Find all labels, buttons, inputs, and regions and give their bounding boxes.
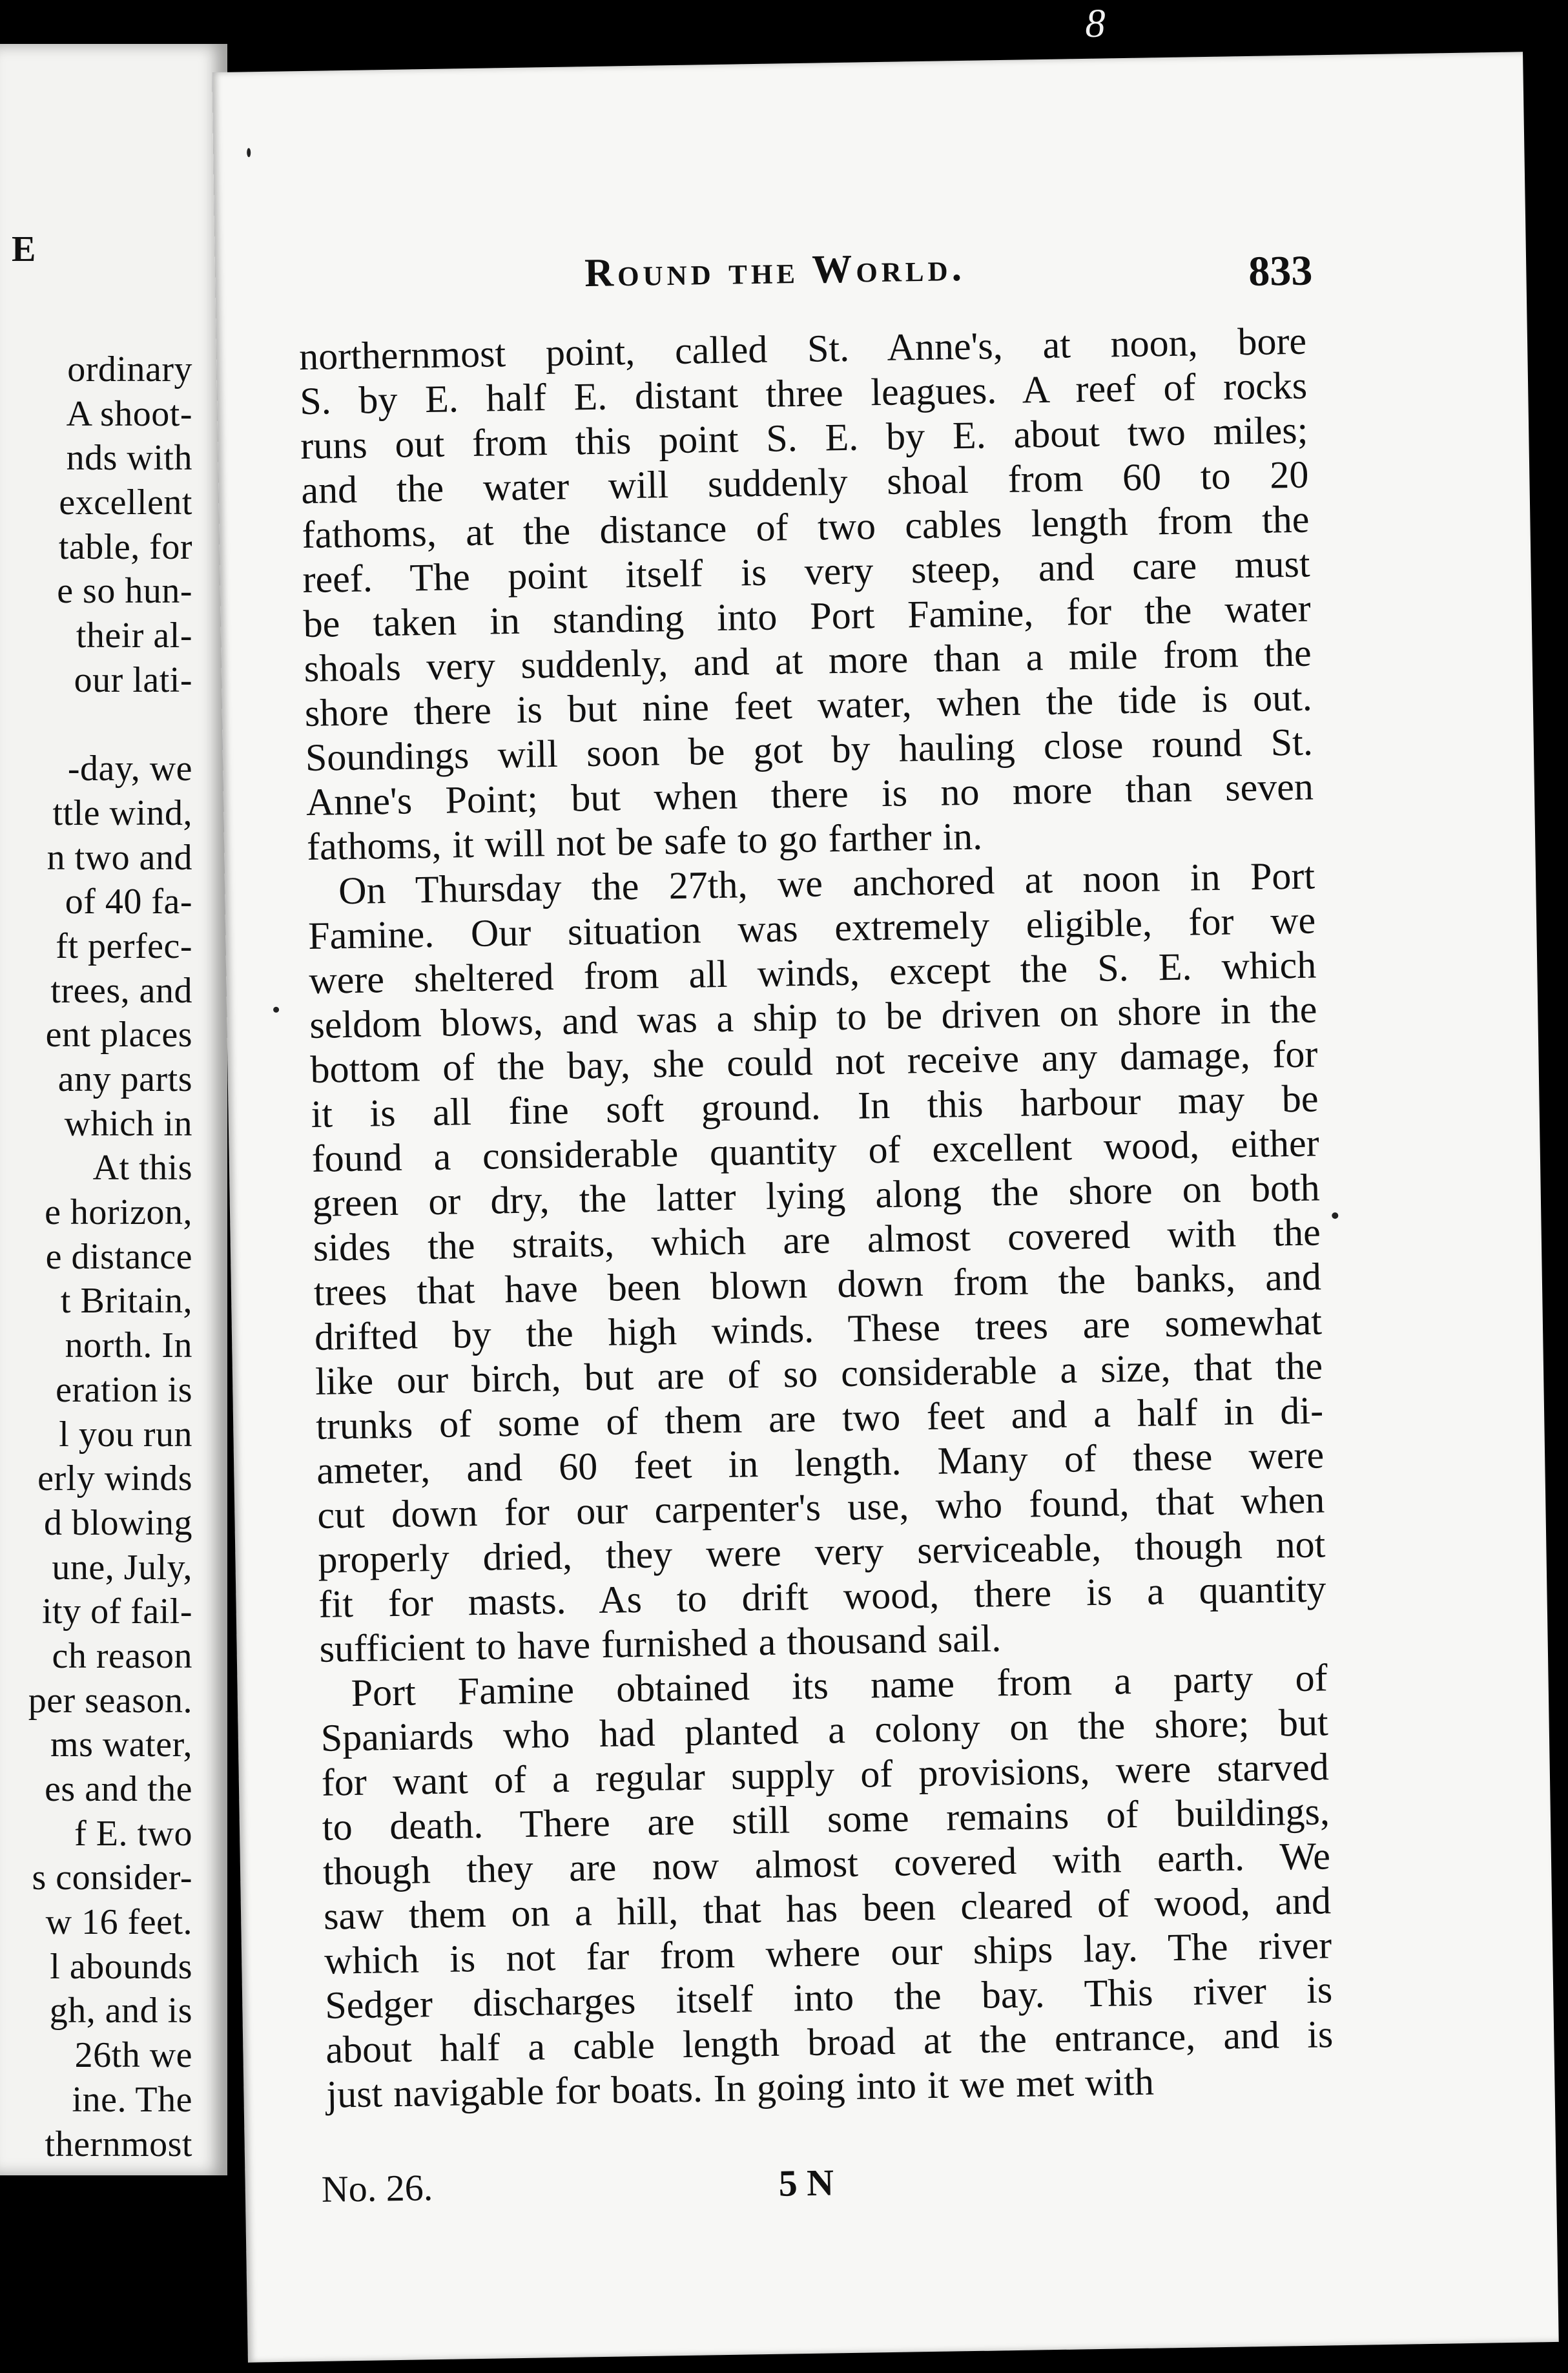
- left-page-line: e distance: [45, 1236, 192, 1277]
- signature-mark: 5 N: [778, 2161, 834, 2204]
- book-page: [212, 52, 1558, 2362]
- left-page-line: At this: [92, 1148, 192, 1188]
- text-line: properly dried, they were very serviceable, though not: [317, 1522, 1326, 1581]
- corner-mark: 8: [1085, 2, 1106, 46]
- left-page-line: w 16 feet.: [45, 1902, 192, 1943]
- text-line: On Thursday the 27th, we anchored at noon in Port: [338, 854, 1315, 913]
- left-page-line: table, for: [58, 526, 192, 567]
- text-line: reef. The point itself is very steep, and care must: [302, 542, 1310, 601]
- paragraph: [299, 319, 1315, 869]
- left-page-fragment: [0, 44, 227, 2175]
- text-line: northernmost point, called St. Anne's, at noon, bore: [298, 319, 1307, 378]
- ink-speck: [247, 148, 251, 157]
- ink-speck: [273, 1007, 279, 1013]
- text-line: Spaniards who had planted a colony on the shore; but: [320, 1701, 1329, 1759]
- text-line: to death. There are still some remains of buildings,: [322, 1790, 1330, 1849]
- text-line: green or dry, the latter lying along the shore on both: [312, 1166, 1321, 1225]
- left-page-line: -day, we: [67, 749, 192, 789]
- text-line: fit for masts. As to drift wood, there is a quantity: [318, 1567, 1326, 1626]
- left-page-line: ity of fail-: [41, 1591, 192, 1632]
- left-page-line: north. In: [65, 1325, 192, 1366]
- text-line: sufficient to have furnished a thousand sail.: [319, 1617, 1002, 1670]
- left-page-line: ent places: [45, 1015, 192, 1055]
- text-line: though they are now almost covered with earth. We: [322, 1834, 1331, 1893]
- text-line: just navigable for boats. In going into it we met with: [325, 2060, 1155, 2116]
- left-page-line: d blowing: [43, 1502, 192, 1543]
- text-line: runs out from this point S. E. by E. about two miles;: [300, 408, 1308, 468]
- left-page-line: e so hun-: [57, 571, 192, 612]
- text-line: were sheltered from all winds, except the S. E. which: [308, 943, 1317, 1002]
- text-line: cut down for our carpenter's use, who found, that when: [316, 1478, 1325, 1537]
- text-line: for want of a regular supply of provisions, were starved: [321, 1745, 1330, 1804]
- left-page-line: 26th we: [74, 2035, 192, 2076]
- left-page-line: s consider-: [32, 1858, 192, 1898]
- text-line: trunks of some of them are two feet and a half in di-: [315, 1389, 1324, 1447]
- text-line: seldom blows, and was a ship to be driven on shore in the: [309, 988, 1317, 1046]
- left-page-line: of 40 fa-: [65, 882, 192, 922]
- text-line: trees that have been blown down from the banks, and: [313, 1255, 1322, 1314]
- left-page-line: ordinary: [67, 349, 192, 389]
- left-page-line: any parts: [57, 1059, 192, 1099]
- page-number: 833: [1248, 247, 1313, 295]
- text-line: fathoms, at the distance of two cables length from the: [302, 497, 1310, 557]
- left-page-line: l abounds: [50, 1946, 192, 1987]
- left-page-line: f E. two: [74, 1813, 192, 1854]
- left-page-line: l you run: [59, 1414, 192, 1455]
- text-line: bottom of the bay, she could not receive any damage, for: [310, 1032, 1318, 1091]
- left-page-line: trees, and: [50, 970, 192, 1011]
- left-page-line: es and the: [45, 1769, 192, 1809]
- left-page-line: ft perfec-: [56, 926, 192, 966]
- left-page-line: erly winds: [37, 1458, 192, 1499]
- left-page-line: e horizon,: [45, 1192, 192, 1233]
- left-page-line: A shoot-: [66, 393, 192, 434]
- left-page-line: which in: [64, 1103, 192, 1144]
- left-page-line: une, July,: [52, 1547, 192, 1588]
- paragraph: [307, 853, 1327, 1671]
- left-page-line: eration is: [56, 1369, 192, 1410]
- text-line: saw them on a hill, that has been cleared of wood, and: [323, 1879, 1332, 1938]
- text-line: sides the straits, which are almost covered with the: [313, 1210, 1321, 1269]
- text-line: ameter, and 60 feet in length. Many of these were: [316, 1433, 1325, 1492]
- left-page-line: gh, and is: [49, 1991, 192, 2031]
- left-page-line: n two and: [46, 837, 192, 878]
- left-page-line: ms water,: [50, 1725, 192, 1765]
- left-page-line: excellent: [59, 482, 192, 523]
- text-line: and the water will suddenly shoal from 60 to 20: [300, 453, 1309, 512]
- left-page-line: ch reason: [52, 1635, 192, 1676]
- text-line: Anne's Point; but when there is no more than seven: [305, 765, 1314, 824]
- text-line: shoals very suddenly, and at more than a mile from the: [304, 631, 1312, 690]
- text-line: be taken in standing into Port Famine, for the water: [303, 586, 1312, 646]
- number-mark: No. 26.: [321, 2166, 433, 2210]
- text-line: shore there is but nine feet water, when the tide is out.: [304, 676, 1313, 735]
- left-page-heading: E: [12, 229, 36, 269]
- text-line: found a considerable quantity of excellent wood, either: [311, 1121, 1320, 1180]
- text-line: which is not far from where our ships lay. The river: [324, 1923, 1332, 1982]
- ink-speck: [1332, 1212, 1338, 1219]
- left-page-line: t Britain,: [60, 1281, 192, 1321]
- text-line: it is all fine soft ground. In this harbour may be: [311, 1077, 1319, 1135]
- running-head: Round the World.: [584, 245, 966, 296]
- left-page-line: ttle wind,: [52, 793, 192, 833]
- left-page-line: nds with: [66, 438, 192, 479]
- left-page-line: their al-: [76, 616, 192, 656]
- left-page-line: ine. The: [72, 2079, 192, 2120]
- text-line: Port Famine obtained its name from a party of: [351, 1656, 1328, 1715]
- page-footer: [321, 2157, 967, 2219]
- left-page-line: our lati-: [74, 659, 192, 700]
- text-line: Soundings will soon be got by hauling close round St.: [305, 720, 1314, 780]
- text-line: Famine. Our situation was extremely eligible, for we: [307, 898, 1316, 957]
- left-page-line: per season.: [28, 1680, 192, 1721]
- left-page-text: [28, 347, 192, 2166]
- left-page-line: [28, 703, 192, 747]
- text-line: fathoms, it will not be safe to go farther in.: [306, 814, 983, 868]
- text-line: drifted by the high winds. These trees are somewhat: [314, 1300, 1323, 1358]
- text-line: about half a cable length broad at the entrance, and is: [325, 2013, 1334, 2071]
- paragraph: [320, 1655, 1334, 2117]
- text-line: S. by E. half E. distant three leagues. A reef of rocks: [299, 364, 1308, 423]
- text-line: Sedger discharges itself into the bay. This river is: [324, 1968, 1333, 2027]
- left-page-line: thernmost: [45, 2124, 192, 2164]
- body-text: [299, 319, 1334, 2117]
- text-line: like our birch, but are of so considerable a size, that the: [315, 1344, 1323, 1403]
